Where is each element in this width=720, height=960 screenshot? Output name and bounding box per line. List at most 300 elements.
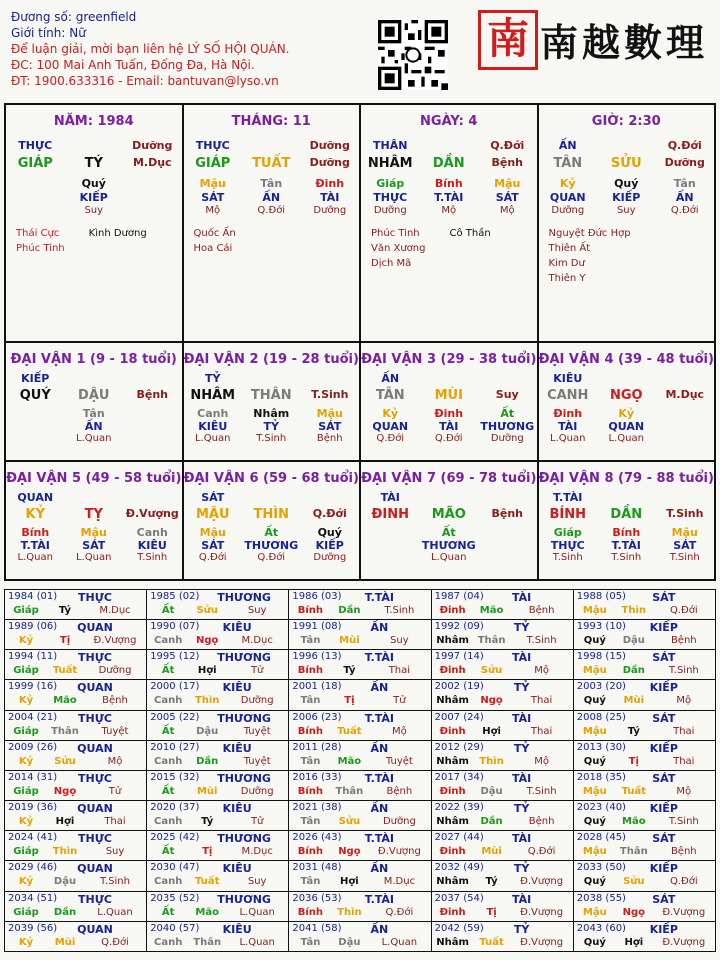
pillar-main-row: [184, 156, 360, 171]
pillar-chi: DẦN: [432, 156, 465, 171]
year-label: 2005 (22): [150, 711, 200, 723]
star-name: Văn Xương: [371, 243, 426, 254]
dv-hidden-stage-row: [184, 552, 360, 563]
year-cell: [5, 590, 147, 620]
hidden-star: KIÊU: [137, 539, 167, 552]
hidden-stage: T.Sinh: [552, 552, 583, 563]
star-name: Kim Dư: [548, 258, 585, 269]
dv-main-row: [361, 507, 537, 522]
hidden-stage: Mộ: [499, 205, 515, 216]
year-label: 2018 (35): [576, 771, 626, 783]
year-chi: Mùi: [623, 695, 645, 707]
year-stage: M.Dục: [99, 605, 131, 616]
dv-hidden-stage-row: [6, 433, 182, 444]
year-ten-star: QUAN: [77, 862, 113, 876]
pillar-ten-star: THỰC: [18, 139, 53, 152]
year-label: 1998 (15): [576, 651, 626, 663]
year-can: Canh: [154, 755, 183, 767]
year-stage: Đ.Vượng: [520, 906, 564, 918]
hidden-star: T.TÀI: [20, 539, 50, 552]
hidden-stage: Mộ: [441, 205, 457, 216]
year-label: 2031 (48): [292, 862, 342, 874]
year-label: 2012 (29): [434, 741, 484, 753]
year-label: 1995 (12): [150, 651, 200, 663]
year-label: 1994 (11): [8, 651, 58, 663]
dv-ten-star: TÀI: [380, 491, 400, 504]
year-ten-star: ẤN: [370, 802, 389, 816]
dv-can: KỶ: [25, 507, 45, 522]
star-name: Quốc Ấn: [193, 228, 236, 239]
dv-ten-star: ẤN: [381, 372, 400, 385]
year-cell: [574, 620, 716, 650]
dv-blank: [242, 372, 301, 385]
hidden-can: Giáp: [553, 526, 582, 539]
year-ten-star: KIẾP: [649, 862, 678, 876]
hidden-star: KIẾP: [79, 191, 108, 204]
hidden-can: Mậu: [80, 526, 107, 539]
year-can: Tân: [300, 755, 321, 767]
pillar-ten-star: THÂN: [373, 139, 408, 152]
dv-blank: [597, 491, 656, 504]
year-can: Giáp: [13, 725, 39, 737]
year-chi: Dần: [196, 755, 219, 767]
hidden-can: [361, 526, 420, 539]
dai-van-3: [361, 343, 539, 462]
hidden-stage: L.Quan: [608, 433, 644, 444]
hidden-stage: L.Quan: [431, 552, 467, 563]
hidden-star: [656, 420, 715, 433]
year-ten-star: THỰC: [78, 651, 112, 665]
hidden-can: Quý: [614, 177, 639, 190]
year-ten-star: T.TÀI: [364, 832, 395, 846]
year-cell: [5, 650, 147, 680]
year-chi: Dậu: [53, 876, 77, 888]
year-cell: [5, 831, 147, 861]
year-ten-star: THƯƠNG: [217, 591, 271, 604]
year-label: 2035 (52): [150, 892, 200, 904]
year-can: Kỷ: [18, 876, 34, 888]
year-ten-star: ẤN: [370, 862, 389, 876]
year-chi: Hợi: [482, 725, 501, 737]
star-name: Hoa Cái: [193, 243, 233, 254]
year-chi: Tuất: [52, 665, 78, 677]
year-chi: Sửu: [480, 665, 503, 677]
year-label: 2019 (36): [8, 802, 58, 814]
pillar-chi-stage: M.Dục: [132, 156, 172, 169]
pillar-main-row: [361, 156, 537, 171]
year-stage: Tử: [108, 785, 122, 797]
year-cell: [574, 711, 716, 741]
year-chi: Tý: [58, 605, 72, 616]
pillar-can: TÂN: [553, 156, 583, 171]
year-label: 2032 (49): [434, 862, 484, 874]
hidden-can: Mậu: [199, 177, 226, 190]
year-ten-star: THƯƠNG: [217, 771, 271, 785]
pillar-stage: Q.Đới: [490, 139, 525, 152]
year-label: 2037 (54): [434, 892, 484, 904]
year-ten-star: ẤN: [370, 621, 389, 635]
year-label: 2039 (56): [8, 922, 58, 934]
year-can: Kỷ: [18, 755, 34, 767]
header-info: [11, 9, 371, 89]
dv-hidden-star-row: [6, 539, 182, 552]
pillar-chi: TÝ: [84, 156, 103, 171]
hidden-stage: [478, 552, 537, 563]
year-stage: Q.Đới: [527, 846, 556, 858]
year-cell: [432, 861, 574, 891]
hidden-can: [6, 177, 65, 190]
year-can: Giáp: [13, 846, 39, 858]
pillar-can: GIÁP: [195, 156, 231, 171]
dv-can: BÍNH: [549, 507, 586, 522]
stars-column: [449, 226, 490, 271]
year-ten-star: THƯƠNG: [217, 832, 271, 846]
hidden-star: TÀI: [558, 420, 578, 433]
year-chi: Hợi: [197, 665, 217, 677]
year-can: Quý: [583, 936, 606, 948]
year-label: 2021 (38): [292, 802, 342, 814]
annual-luck-table: [4, 589, 716, 952]
pillar-2: [361, 105, 539, 343]
year-can: Giáp: [13, 906, 39, 918]
year-can: Bính: [297, 605, 324, 616]
year-can: Mậu: [582, 725, 607, 737]
year-stage: Đ.Vượng: [520, 936, 564, 948]
year-cell: [5, 711, 147, 741]
year-cell: [289, 801, 431, 831]
hidden-star: SÁT: [82, 539, 106, 552]
year-label: 2038 (55): [576, 892, 626, 904]
year-cell: [147, 741, 289, 771]
year-can: Canh: [154, 816, 183, 828]
year-can: Tân: [300, 635, 321, 647]
year-cell: [5, 620, 147, 650]
year-ten-star: KIẾP: [649, 802, 678, 816]
year-label: 2041 (58): [292, 922, 342, 934]
dv-hidden-stage-row: [361, 552, 537, 563]
year-chi: Mão: [53, 695, 77, 707]
owner-name: Đương số: greenfield: [11, 10, 137, 24]
year-stage: Tử: [250, 665, 264, 677]
year-chi: Thân: [335, 785, 364, 797]
year-stage: L.Quan: [97, 906, 133, 918]
hidden-stage: T.Sinh: [611, 552, 642, 563]
year-cell: [432, 741, 574, 771]
pillar-hidden-star-row: [6, 191, 182, 204]
year-cell: [574, 590, 716, 620]
year-stage: Tử: [250, 816, 264, 828]
year-ten-star: QUAN: [77, 621, 113, 635]
year-cell: [147, 711, 289, 741]
hidden-stage: Mộ: [205, 205, 221, 216]
year-can: Kỷ: [18, 695, 34, 707]
year-can: Kỷ: [18, 635, 34, 647]
dv-can: TÂN: [375, 388, 405, 403]
year-can: Quý: [583, 755, 606, 767]
year-chi: Tuất: [479, 936, 504, 948]
hidden-stage: Suy: [616, 205, 636, 216]
year-can: Nhâm: [436, 755, 469, 767]
year-stage: L.Quan: [381, 936, 418, 948]
year-can: Giáp: [13, 785, 39, 797]
year-stage: Đ.Vượng: [662, 936, 706, 948]
pillar-3: [539, 105, 717, 343]
year-label: 2003 (20): [576, 681, 626, 693]
year-ten-star: T.TÀI: [364, 771, 395, 785]
year-label: 2025 (42): [150, 832, 200, 844]
year-ten-star: ẤN: [370, 681, 389, 695]
year-chi: Thìn: [621, 605, 647, 616]
dai-van-title: ĐẠI VẬN 7 (69 - 78 tuổi): [361, 471, 537, 486]
year-ten-star: TÀI: [511, 591, 532, 604]
dai-van-title: ĐẠI VẬN 3 (29 - 38 tuổi): [361, 352, 537, 367]
hidden-star: TỶ: [263, 420, 279, 433]
dv-chi: MÙI: [434, 388, 463, 403]
star-name: Thiên Ất: [548, 243, 591, 254]
year-can: Đinh: [439, 665, 466, 677]
year-can: Nhâm: [436, 816, 469, 828]
year-cell: [5, 861, 147, 891]
year-label: 2020 (37): [150, 802, 200, 814]
year-ten-star: THỰC: [78, 711, 112, 725]
year-ten-star: KIÊU: [222, 922, 252, 936]
dv-main-row: [184, 507, 360, 522]
dv-blank: [478, 491, 537, 504]
year-label: 2014 (31): [8, 771, 58, 783]
dv-ten-star: QUAN: [17, 491, 54, 504]
year-stage: Dưỡng: [240, 695, 274, 707]
dv-chi-stage: Q.Đới: [312, 507, 347, 520]
year-label: 1990 (07): [150, 621, 200, 633]
year-can: Đinh: [439, 846, 466, 858]
year-label: 2042 (59): [434, 922, 484, 934]
year-ten-star: SÁT: [652, 892, 676, 906]
dv-hidden-can-row: [361, 526, 537, 539]
year-can: Tân: [300, 816, 321, 828]
pillar-hidden-star-row: [184, 191, 360, 204]
year-stage: Thai: [388, 665, 411, 677]
qr-code-icon[interactable]: [378, 20, 448, 90]
hidden-star: [6, 420, 65, 433]
year-chi: Dậu: [338, 936, 361, 948]
year-label: 2013 (30): [576, 741, 626, 753]
dai-van-title: ĐẠI VẬN 6 (59 - 68 tuổi): [183, 471, 359, 486]
pillar-tenstar-row: [6, 139, 182, 152]
year-stage: Q.Đới: [669, 605, 698, 616]
hidden-stage: Bệnh: [316, 433, 343, 444]
hidden-stage: Q.Đới: [434, 433, 463, 444]
dv-blank: [123, 372, 182, 385]
hidden-star: SÁT: [201, 191, 225, 204]
year-ten-star: TỶ: [513, 681, 530, 695]
dv-hidden-stage-row: [361, 433, 537, 444]
year-label: 2004 (21): [8, 711, 58, 723]
year-chi: Mão: [622, 816, 646, 828]
hidden-star: SÁT: [318, 420, 342, 433]
year-stage: T.Sinh: [384, 605, 415, 616]
year-can: Ất: [161, 906, 175, 918]
dv-main-row: [361, 388, 537, 403]
year-chi: Sửu: [54, 755, 76, 767]
year-chi: Thân: [51, 725, 79, 737]
year-ten-star: TỶ: [513, 802, 530, 816]
year-can: Bính: [297, 665, 324, 677]
year-ten-star: SÁT: [652, 711, 676, 725]
year-stage: Tuyệt: [101, 725, 129, 737]
year-label: 2027 (44): [434, 832, 484, 844]
pillar-main-row: [539, 156, 715, 171]
pillar-hidden-can-row: [6, 177, 182, 190]
pillar-stars: [6, 226, 182, 256]
pillar-0: [6, 105, 184, 343]
year-can: Tân: [300, 695, 321, 707]
year-cell: [147, 620, 289, 650]
dv-hidden-can-row: [539, 526, 715, 539]
hidden-can: Đinh: [553, 407, 583, 420]
year-cell: [289, 922, 431, 952]
dv-hidden-stage-row: [539, 433, 715, 444]
year-ten-star: QUAN: [77, 741, 113, 755]
hidden-stage: L.Quan: [195, 433, 231, 444]
hidden-stage: L.Quan: [17, 552, 53, 563]
dv-ten-star: TỶ: [205, 372, 221, 385]
pillar-chi-stage: Bệnh: [491, 156, 523, 169]
year-chi: Mùi: [481, 846, 502, 858]
year-chi: Thìn: [479, 755, 504, 767]
dv-hidden-star-row: [184, 420, 360, 433]
hidden-star: QUAN: [372, 420, 409, 433]
year-can: Ất: [161, 665, 175, 677]
hidden-star: QUAN: [549, 191, 586, 204]
pillar-can: NHÂM: [367, 156, 413, 171]
year-chi: Mão: [195, 906, 219, 918]
year-can: Nhâm: [436, 635, 469, 647]
hidden-star: QUAN: [608, 420, 645, 433]
hidden-can: [6, 407, 65, 420]
year-chi: Thìn: [194, 695, 220, 707]
year-stage: T.Sinh: [668, 665, 699, 677]
dv-blank: [656, 491, 715, 504]
year-cell: [432, 831, 574, 861]
year-cell: [432, 680, 574, 710]
year-ten-star: KIẾP: [649, 922, 678, 936]
year-chi: Tị: [486, 906, 497, 918]
year-can: Ất: [161, 846, 175, 858]
year-can: Quý: [583, 635, 606, 647]
year-cell: [574, 771, 716, 801]
year-stage: Q.Đới: [101, 936, 129, 948]
pillar-ten-star-blank: [65, 139, 124, 152]
year-can: Tân: [300, 936, 321, 948]
hidden-stage: Dưỡng: [490, 433, 524, 444]
year-stage: T.Sinh: [100, 876, 130, 888]
year-can: Nhâm: [436, 936, 469, 948]
year-can: Mậu: [582, 785, 607, 797]
dai-van-grid: [4, 341, 716, 581]
year-cell: [289, 741, 431, 771]
dv-hidden-stage-row: [6, 552, 182, 563]
dv-hidden-can-row: [6, 407, 182, 420]
year-ten-star: TỶ: [513, 922, 530, 936]
year-stage: Tử: [393, 695, 406, 707]
year-can: Canh: [154, 936, 183, 948]
year-stage: M.Dục: [383, 876, 416, 888]
year-ten-star: KIÊU: [222, 862, 252, 876]
stars-column: [371, 226, 425, 271]
pillar-hidden-star-row: [539, 191, 715, 204]
dv-main-row: [184, 388, 360, 403]
hidden-stage: Dưỡng: [551, 205, 585, 216]
year-cell: [289, 650, 431, 680]
year-can: Bính: [297, 725, 324, 737]
brand-logo: 南越數理: [540, 20, 709, 65]
dv-can: MẬU: [195, 507, 230, 522]
year-ten-star: QUAN: [77, 681, 113, 695]
year-stage: Bệnh: [528, 605, 555, 616]
pillar-main-row: [6, 156, 182, 171]
year-cell: [147, 771, 289, 801]
hidden-star: [123, 420, 182, 433]
pillar-ten-star-blank: [597, 139, 656, 152]
year-ten-star: TÀI: [511, 832, 532, 846]
year-ten-star: THỰC: [78, 892, 112, 906]
year-ten-star: TÀI: [511, 651, 532, 665]
dv-blank: [65, 372, 124, 385]
year-ten-star: THỰC: [78, 591, 112, 604]
hidden-star: THỰC: [550, 539, 585, 552]
year-stage: Suy: [247, 876, 267, 888]
year-stage: T.Sinh: [668, 816, 699, 828]
dv-tenstar-row: [184, 491, 360, 504]
year-ten-star: TỶ: [513, 862, 530, 876]
dv-hidden-stage-row: [184, 433, 360, 444]
year-cell: [574, 741, 716, 771]
year-cell: [574, 650, 716, 680]
hidden-stage: L.Quan: [550, 433, 586, 444]
hidden-can: Tân: [82, 407, 105, 420]
year-stage: Bệnh: [386, 785, 413, 797]
year-stage: Tuyệt: [243, 755, 271, 767]
dv-hidden-can-row: [539, 407, 715, 420]
year-label: 2015 (32): [150, 771, 200, 783]
dv-main-row: [6, 388, 182, 403]
year-stage: Mộ: [676, 785, 692, 797]
year-ten-star: SÁT: [652, 591, 676, 604]
year-chi: Ngọ: [338, 846, 361, 858]
year-chi: Sửu: [338, 816, 361, 828]
year-label: 2016 (33): [292, 771, 342, 783]
star-name: Thái Cực: [16, 228, 60, 239]
pillar-ten-star: THỰC: [195, 139, 230, 152]
dv-blank: [242, 491, 301, 504]
star-name: Kình Dương: [88, 228, 147, 239]
hidden-can: Quý: [81, 177, 106, 190]
hidden-stage: [123, 433, 182, 444]
year-can: Kỷ: [18, 816, 34, 828]
hidden-stage: L.Quan: [76, 552, 112, 563]
year-label: 1985 (02): [150, 591, 200, 602]
year-stage: L.Quan: [239, 936, 275, 948]
dv-tenstar-row: [6, 372, 182, 385]
dv-hidden-can-row: [184, 407, 360, 420]
year-cell: [5, 741, 147, 771]
hidden-star: THƯƠNG: [480, 420, 535, 433]
pillar-stage: Dưỡng: [132, 139, 173, 152]
year-ten-star: SÁT: [652, 832, 676, 846]
year-can: Mậu: [582, 665, 607, 677]
year-label: 1996 (13): [292, 651, 342, 663]
hidden-star: ẤN: [84, 420, 103, 433]
